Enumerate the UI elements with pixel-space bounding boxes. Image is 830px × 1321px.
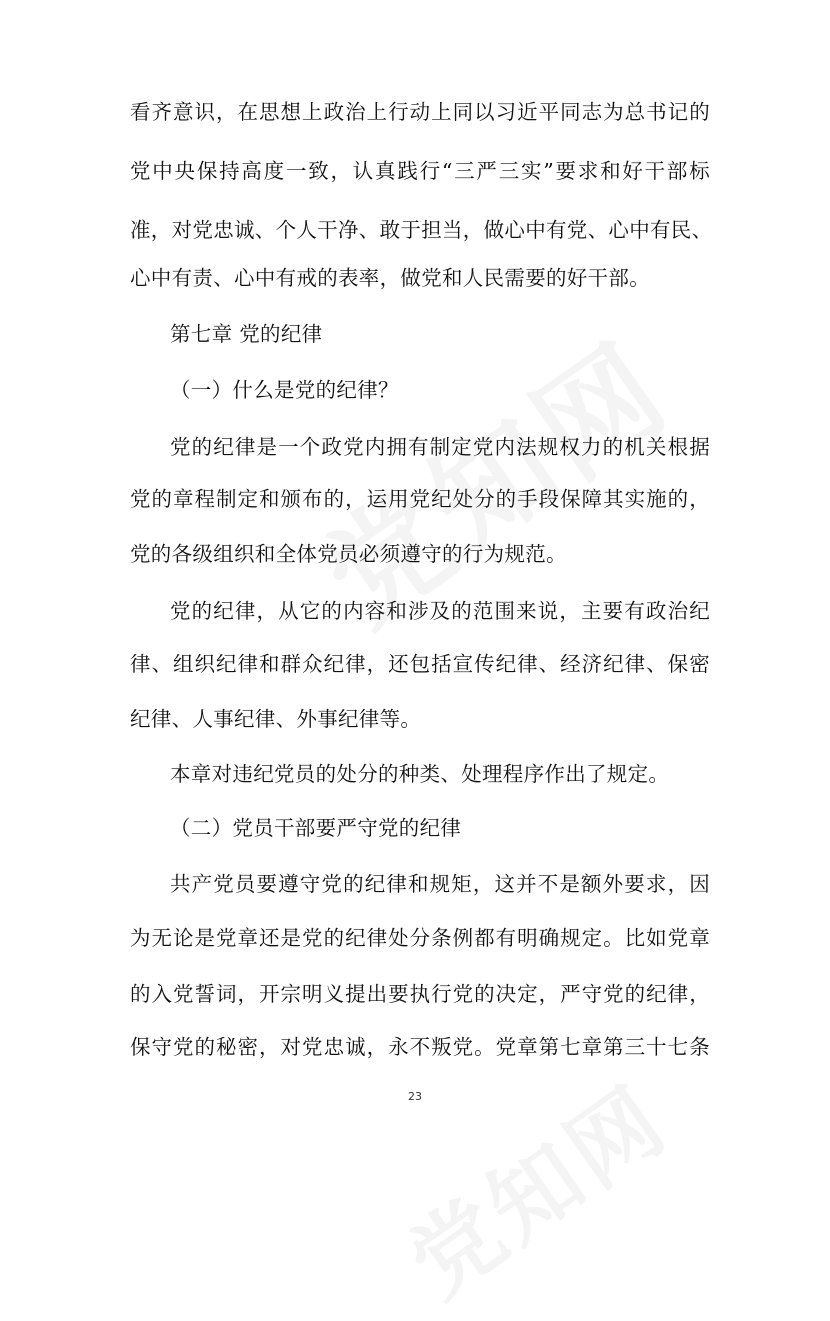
paragraph-line: 的入党誓词，开宗明义提出要执行党的决定，严守党的纪律， [130,982,710,1006]
page-number: 23 [408,1090,422,1103]
paragraph-line: 党的纪律，从它的内容和涉及的范围来说，主要有政治纪 [170,599,710,623]
paragraph-line: 党的各级组织和全体党员必须遵守的行为规范。 [130,542,567,566]
paragraph-line: 党中央保持高度一致，认真践行“三严三实”要求和好干部标 [130,159,710,183]
paragraph-line: 纪律、人事纪律、外事纪律等。 [130,707,422,731]
chapter-heading: 第七章 党的纪律 [170,322,323,346]
paragraph-line: 党的纪律是一个政党内拥有制定党内法规权力的机关根据 [170,435,710,459]
paragraph-line: 保守党的秘密，对党忠诚，永不叛党。党章第七章第三十七条 [130,1035,710,1059]
paragraph-line: 心中有责、心中有戒的表率，做党和人民需要的好干部。 [130,266,650,290]
paragraph-line: 看齐意识，在思想上政治上行动上同以习近平同志为总书记的 [130,100,710,124]
paragraph-line: 本章对违纪党员的处分的种类、处理程序作出了规定。 [170,762,670,786]
paragraph-line: 准，对党忠诚、个人干净、敢于担当，做心中有党、心中有民、 [130,218,713,242]
paragraph-line: 共产党员要遵守党的纪律和规矩，这并不是额外要求，因 [170,872,710,896]
section-heading: （二）党员干部要严守党的纪律 [170,816,462,840]
paragraph-line: 为无论是党章还是党的纪律处分条例都有明确规定。比如党章 [130,926,710,950]
section-heading: （一）什么是党的纪律？ [170,378,399,402]
paragraph-line: 党的章程制定和颁布的，运用党纪处分的手段保障其实施的， [130,487,710,511]
paragraph-line: 律、组织纪律和群众纪律，还包括宣传纪律、经济纪律、保密 [130,652,710,676]
